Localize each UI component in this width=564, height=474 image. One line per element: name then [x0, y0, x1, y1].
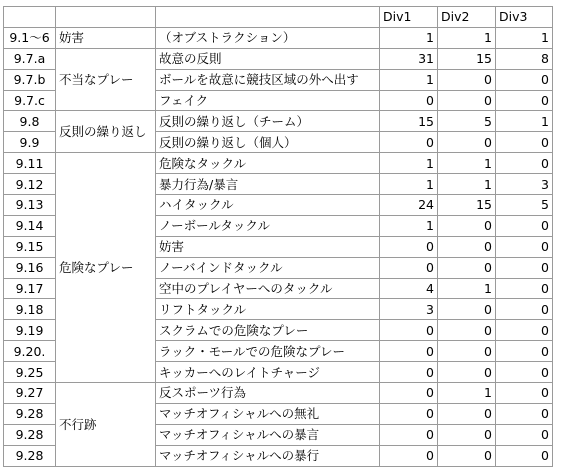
- description-cell[interactable]: 暴力行為/暴言: [156, 174, 380, 195]
- header-cell-description[interactable]: [156, 7, 380, 28]
- description-cell[interactable]: スクラムでの危険なプレー: [156, 320, 380, 341]
- div3-count-cell[interactable]: 0: [496, 132, 553, 153]
- description-cell[interactable]: マッチオフィシャルへの暴行: [156, 445, 380, 466]
- div3-count-cell[interactable]: 0: [496, 445, 553, 466]
- div1-count-cell[interactable]: 4: [380, 278, 438, 299]
- div1-count-cell[interactable]: 0: [380, 257, 438, 278]
- rule-code-cell[interactable]: 9.8: [4, 111, 56, 132]
- div1-count-cell[interactable]: 15: [380, 111, 438, 132]
- description-cell[interactable]: ノーボールタックル: [156, 215, 380, 236]
- div2-count-cell[interactable]: 0: [438, 69, 496, 90]
- table-row: [4, 48, 553, 69]
- div2-count-cell[interactable]: 0: [438, 362, 496, 383]
- div2-count-cell[interactable]: 0: [438, 90, 496, 111]
- description-cell[interactable]: （オブストラクション）: [156, 27, 380, 48]
- description-cell[interactable]: 危険なタックル: [156, 153, 380, 174]
- rule-code-cell[interactable]: 9.9: [4, 132, 56, 153]
- table-row: [4, 383, 553, 404]
- div3-count-cell[interactable]: 0: [496, 383, 553, 404]
- div2-count-cell[interactable]: 0: [438, 257, 496, 278]
- div3-count-cell[interactable]: 0: [496, 69, 553, 90]
- rule-code-cell[interactable]: 9.28: [4, 424, 56, 445]
- div3-count-cell[interactable]: 0: [496, 236, 553, 257]
- div2-count-cell[interactable]: 0: [438, 424, 496, 445]
- description-cell[interactable]: 反則の繰り返し（個人）: [156, 132, 380, 153]
- description-cell[interactable]: リフトタックル: [156, 299, 380, 320]
- category-cell[interactable]: 不当なプレー: [56, 48, 156, 111]
- category-cell[interactable]: 不行跡: [56, 383, 156, 467]
- div1-count-cell[interactable]: 0: [380, 320, 438, 341]
- div2-count-cell[interactable]: 0: [438, 320, 496, 341]
- div3-count-cell[interactable]: 0: [496, 320, 553, 341]
- description-cell[interactable]: 空中のプレイヤーへのタックル: [156, 278, 380, 299]
- div3-count-cell[interactable]: 0: [496, 299, 553, 320]
- div3-count-cell[interactable]: 5: [496, 195, 553, 216]
- div1-count-cell[interactable]: 0: [380, 403, 438, 424]
- div2-count-cell[interactable]: 5: [438, 111, 496, 132]
- rule-code-cell[interactable]: 9.7.b: [4, 69, 56, 90]
- div3-count-cell[interactable]: 3: [496, 174, 553, 195]
- div2-count-cell[interactable]: 0: [438, 299, 496, 320]
- div3-count-cell[interactable]: 0: [496, 90, 553, 111]
- div2-count-cell[interactable]: 0: [438, 132, 496, 153]
- header-row: [4, 7, 553, 28]
- description-cell[interactable]: 故意の反則: [156, 48, 380, 69]
- div1-count-cell[interactable]: 1: [380, 153, 438, 174]
- description-cell[interactable]: ノーバインドタックル: [156, 257, 380, 278]
- div1-count-cell[interactable]: 0: [380, 445, 438, 466]
- description-cell[interactable]: 妨害: [156, 236, 380, 257]
- category-cell[interactable]: 反則の繰り返し: [56, 111, 156, 153]
- div2-count-cell[interactable]: 0: [438, 403, 496, 424]
- div2-count-cell[interactable]: 0: [438, 236, 496, 257]
- div3-count-cell[interactable]: 1: [496, 111, 553, 132]
- div2-count-cell[interactable]: 1: [438, 278, 496, 299]
- table-row: [4, 111, 553, 132]
- rule-code-cell[interactable]: 9.1〜6: [4, 27, 56, 48]
- div3-count-cell[interactable]: 0: [496, 278, 553, 299]
- div2-count-cell[interactable]: 15: [438, 48, 496, 69]
- div3-count-cell[interactable]: 0: [496, 215, 553, 236]
- div2-count-cell[interactable]: 1: [438, 27, 496, 48]
- div3-count-cell[interactable]: 0: [496, 362, 553, 383]
- header-cell-div3[interactable]: Div3: [496, 7, 553, 28]
- header-cell-div2[interactable]: Div2: [438, 7, 496, 28]
- div3-count-cell[interactable]: 0: [496, 403, 553, 424]
- div1-count-cell[interactable]: 0: [380, 362, 438, 383]
- header-cell-code[interactable]: [4, 7, 56, 28]
- rule-code-cell[interactable]: 9.28: [4, 403, 56, 424]
- table-row: [4, 27, 553, 48]
- div2-count-cell[interactable]: 15: [438, 195, 496, 216]
- div1-count-cell[interactable]: 0: [380, 383, 438, 404]
- description-cell[interactable]: フェイク: [156, 90, 380, 111]
- div1-count-cell[interactable]: 1: [380, 69, 438, 90]
- description-cell[interactable]: マッチオフィシャルへの無礼: [156, 403, 380, 424]
- div2-count-cell[interactable]: 1: [438, 383, 496, 404]
- rule-code-cell[interactable]: 9.27: [4, 383, 56, 404]
- header-cell-div1[interactable]: Div1: [380, 7, 438, 28]
- div3-count-cell[interactable]: 0: [496, 257, 553, 278]
- rule-code-cell[interactable]: 9.13: [4, 195, 56, 216]
- description-cell[interactable]: マッチオフィシャルへの暴言: [156, 424, 380, 445]
- div1-count-cell[interactable]: 1: [380, 27, 438, 48]
- div3-count-cell[interactable]: 0: [496, 341, 553, 362]
- div3-count-cell[interactable]: 0: [496, 424, 553, 445]
- rule-code-cell[interactable]: 9.15: [4, 236, 56, 257]
- description-cell[interactable]: 反則の繰り返し（チーム）: [156, 111, 380, 132]
- rule-code-cell[interactable]: 9.11: [4, 153, 56, 174]
- rule-code-cell[interactable]: 9.7.c: [4, 90, 56, 111]
- description-cell[interactable]: キッカーへのレイトチャージ: [156, 362, 380, 383]
- div1-count-cell[interactable]: 0: [380, 236, 438, 257]
- description-cell[interactable]: ラック・モールでの危険なプレー: [156, 341, 380, 362]
- rule-code-cell[interactable]: 9.7.a: [4, 48, 56, 69]
- rule-code-cell[interactable]: 9.28: [4, 445, 56, 466]
- div1-count-cell[interactable]: 0: [380, 424, 438, 445]
- rule-code-cell[interactable]: 9.16: [4, 257, 56, 278]
- penalty-table: [3, 6, 553, 467]
- div2-count-cell[interactable]: 0: [438, 341, 496, 362]
- description-cell[interactable]: 反スポーツ行為: [156, 383, 380, 404]
- div2-count-cell[interactable]: 1: [438, 174, 496, 195]
- div1-count-cell[interactable]: 24: [380, 195, 438, 216]
- div3-count-cell[interactable]: 0: [496, 153, 553, 174]
- div1-count-cell[interactable]: 1: [380, 215, 438, 236]
- rule-code-cell[interactable]: 9.17: [4, 278, 56, 299]
- div2-count-cell[interactable]: 0: [438, 215, 496, 236]
- description-cell[interactable]: ハイタックル: [156, 195, 380, 216]
- category-cell[interactable]: 妨害: [56, 27, 156, 48]
- div2-count-cell[interactable]: 0: [438, 445, 496, 466]
- div1-count-cell[interactable]: 31: [380, 48, 438, 69]
- description-cell[interactable]: ボールを故意に競技区域の外へ出す: [156, 69, 380, 90]
- div3-count-cell[interactable]: 1: [496, 27, 553, 48]
- div1-count-cell[interactable]: 0: [380, 341, 438, 362]
- rule-code-cell[interactable]: 9.20.: [4, 341, 56, 362]
- rule-code-cell[interactable]: 9.19: [4, 320, 56, 341]
- rule-code-cell[interactable]: 9.12: [4, 174, 56, 195]
- div3-count-cell[interactable]: 8: [496, 48, 553, 69]
- table-row: [4, 153, 553, 174]
- div1-count-cell[interactable]: 0: [380, 90, 438, 111]
- rule-code-cell[interactable]: 9.14: [4, 215, 56, 236]
- div2-count-cell[interactable]: 1: [438, 153, 496, 174]
- category-cell[interactable]: 危険なプレー: [56, 153, 156, 383]
- div1-count-cell[interactable]: 0: [380, 132, 438, 153]
- div1-count-cell[interactable]: 1: [380, 174, 438, 195]
- header-cell-category[interactable]: [56, 7, 156, 28]
- div1-count-cell[interactable]: 3: [380, 299, 438, 320]
- rule-code-cell[interactable]: 9.25: [4, 362, 56, 383]
- rule-code-cell[interactable]: 9.18: [4, 299, 56, 320]
